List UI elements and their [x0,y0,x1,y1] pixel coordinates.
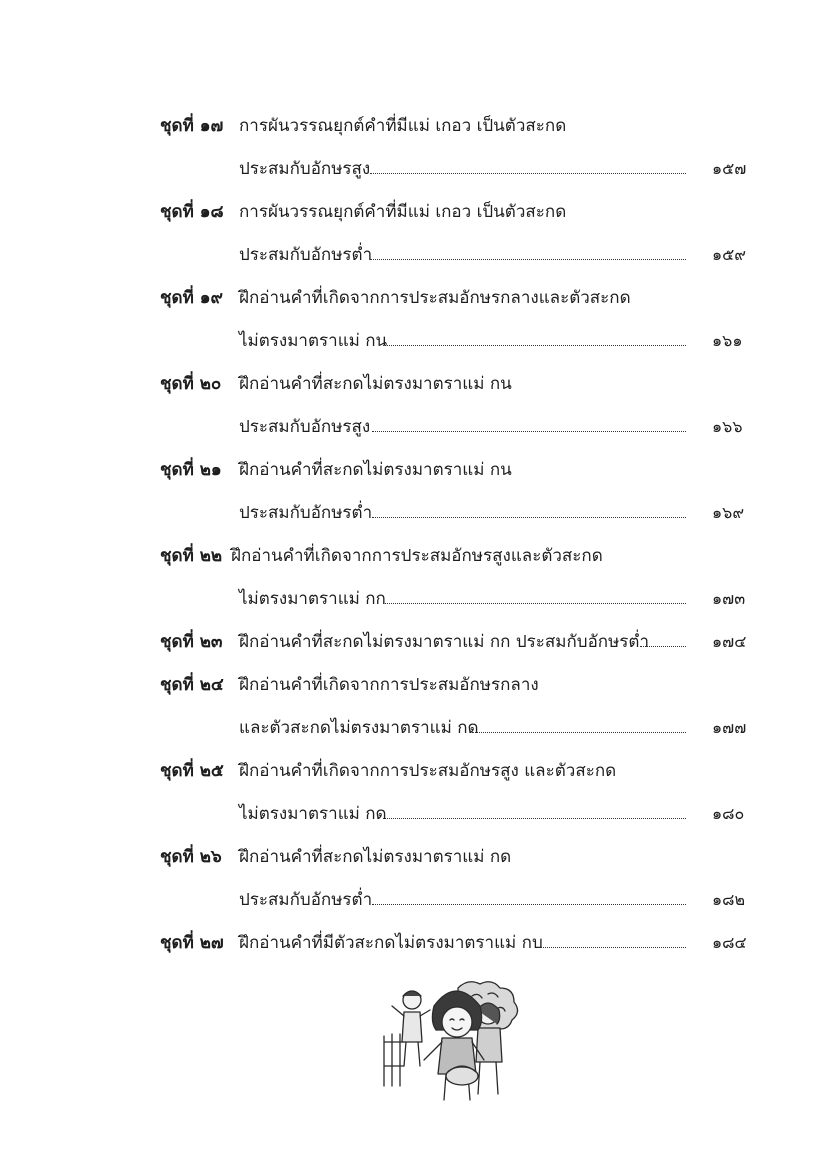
toc-set-label: ชุดที่ ๒๔ [160,675,224,695]
page-number: ๑๘๔ [712,933,747,952]
toc-entry[interactable] [0,711,822,745]
page-number: ๑๘๒ [712,890,746,909]
dot-leader [370,259,686,260]
toc-entry-title: การผันวรรณยุกต์คำที่มีแม่ เกอว เป็นตัวสะกด [239,116,567,136]
toc-entry-text: และตัวสะกดไม่ตรงมาตราแม่ กด [239,718,479,738]
toc-entry-text: ไม่ตรงมาตราแม่ กด [239,804,387,824]
dot-leader [370,173,686,174]
dot-leader [372,904,686,905]
toc-set-label: ชุดที่ ๑๙ [160,288,223,308]
toc-entry-title: ฝึกอ่านคำที่สะกดไม่ตรงมาตราแม่ กด [239,847,512,867]
toc-entry-title-line [0,367,822,401]
fence [384,1034,404,1086]
page-number: ๑๗๗ [712,718,747,737]
toc-entry[interactable] [0,582,822,616]
child-left [392,991,430,1066]
toc-entry[interactable] [0,496,822,530]
toc-entry-title: ฝึกอ่านคำที่สะกดไม่ตรงมาตราแม่ กน [239,460,512,480]
toc-entry-title-line [0,281,822,315]
toc-entry-text: ฝึกอ่านคำที่มีตัวสะกดไม่ตรงมาตราแม่ กบ [239,933,543,953]
toc-set-label: ชุดที่ ๑๘ [160,202,224,222]
page-number: ๑๖๙ [712,503,745,522]
toc-entry[interactable] [0,238,822,272]
toc-entry-title-line [0,539,822,573]
toc-entry-title-line [0,754,822,788]
toc-entry-title-line [0,109,822,143]
toc-entry[interactable] [0,926,822,960]
toc-entry-text: ประสมกับอักษรต่ำ [239,890,373,910]
dot-leader [640,646,686,647]
toc-entry-text: ไม่ตรงมาตราแม่ กก [239,589,386,609]
children-illustration [380,976,530,1106]
toc-entry-text: ประสมกับอักษรต่ำ [239,503,373,523]
toc-entry[interactable] [0,152,822,186]
page-number: ๑๗๔ [712,632,747,651]
toc-entry-text: ประสมกับอักษรต่ำ [239,245,373,265]
page-number: ๑๖๑ [712,331,743,350]
toc-set-label: ชุดที่ ๒๐ [160,374,222,394]
toc-entry-title: ฝึกอ่านคำที่เกิดจากการประสมอักษรสูง และตัวสะกด [239,761,617,781]
toc-entry-title-line [0,668,822,702]
toc-set-label: ชุดที่ ๒๑ [160,460,222,480]
dot-leader [383,818,686,819]
dot-leader [372,431,686,432]
toc-entry-title-line [0,195,822,229]
page-number: ๑๕๗ [712,159,747,178]
dot-leader [383,345,686,346]
child-center [424,991,484,1100]
toc-entry[interactable] [0,797,822,831]
toc-entry[interactable] [0,410,822,444]
toc-entry-text: ประสมกับอักษรสูง [239,417,371,437]
dot-leader [372,517,686,518]
toc-entry-title: ฝึกอ่านคำที่เกิดจากการประสมอักษรสูงและตัวสะกด [231,546,603,566]
toc-set-label: ชุดที่ ๒๖ [160,847,222,867]
toc-set-label: ชุดที่ ๑๗ [160,116,224,136]
dot-leader [538,947,686,948]
toc-entry[interactable] [0,625,822,659]
toc-entry-title: ฝึกอ่านคำที่สะกดไม่ตรงมาตราแม่ กน [239,374,512,394]
toc-entry-title: ฝึกอ่านคำที่เกิดจากการประสมอักษรกลางและตัวสะกด [239,288,631,308]
page-number: ๑๗๓ [712,589,746,608]
toc-entry-text: ประสมกับอักษรสูง [239,159,371,179]
toc-entry-title: การผันวรรณยุกต์คำที่มีแม่ เกอว เป็นตัวสะกด [239,202,567,222]
page-number: ๑๘๐ [712,804,745,823]
toc-entry-text: ฝึกอ่านคำที่สะกดไม่ตรงมาตราแม่ กก ประสมกับอักษรต่ำ [239,632,649,652]
page-number: ๑๖๖ [712,417,743,436]
toc-set-label: ชุดที่ ๒๓ [160,632,223,652]
toc-entry-title-line [0,840,822,874]
page-number: ๑๕๙ [712,245,746,264]
toc-set-label: ชุดที่ ๒๗ [160,933,224,953]
toc-entry-text: ไม่ตรงมาตราแม่ กน [239,331,388,351]
toc-set-label: ชุดที่ ๒๕ [160,761,224,781]
toc-entry[interactable] [0,324,822,358]
dot-leader [472,732,686,733]
dot-leader [383,603,686,604]
toc-entry-title: ฝึกอ่านคำที่เกิดจากการประสมอักษรกลาง [239,675,539,695]
toc-set-label: ชุดที่ ๒๒ [160,546,223,566]
toc-entry-title-line [0,453,822,487]
toc-entry[interactable] [0,883,822,917]
